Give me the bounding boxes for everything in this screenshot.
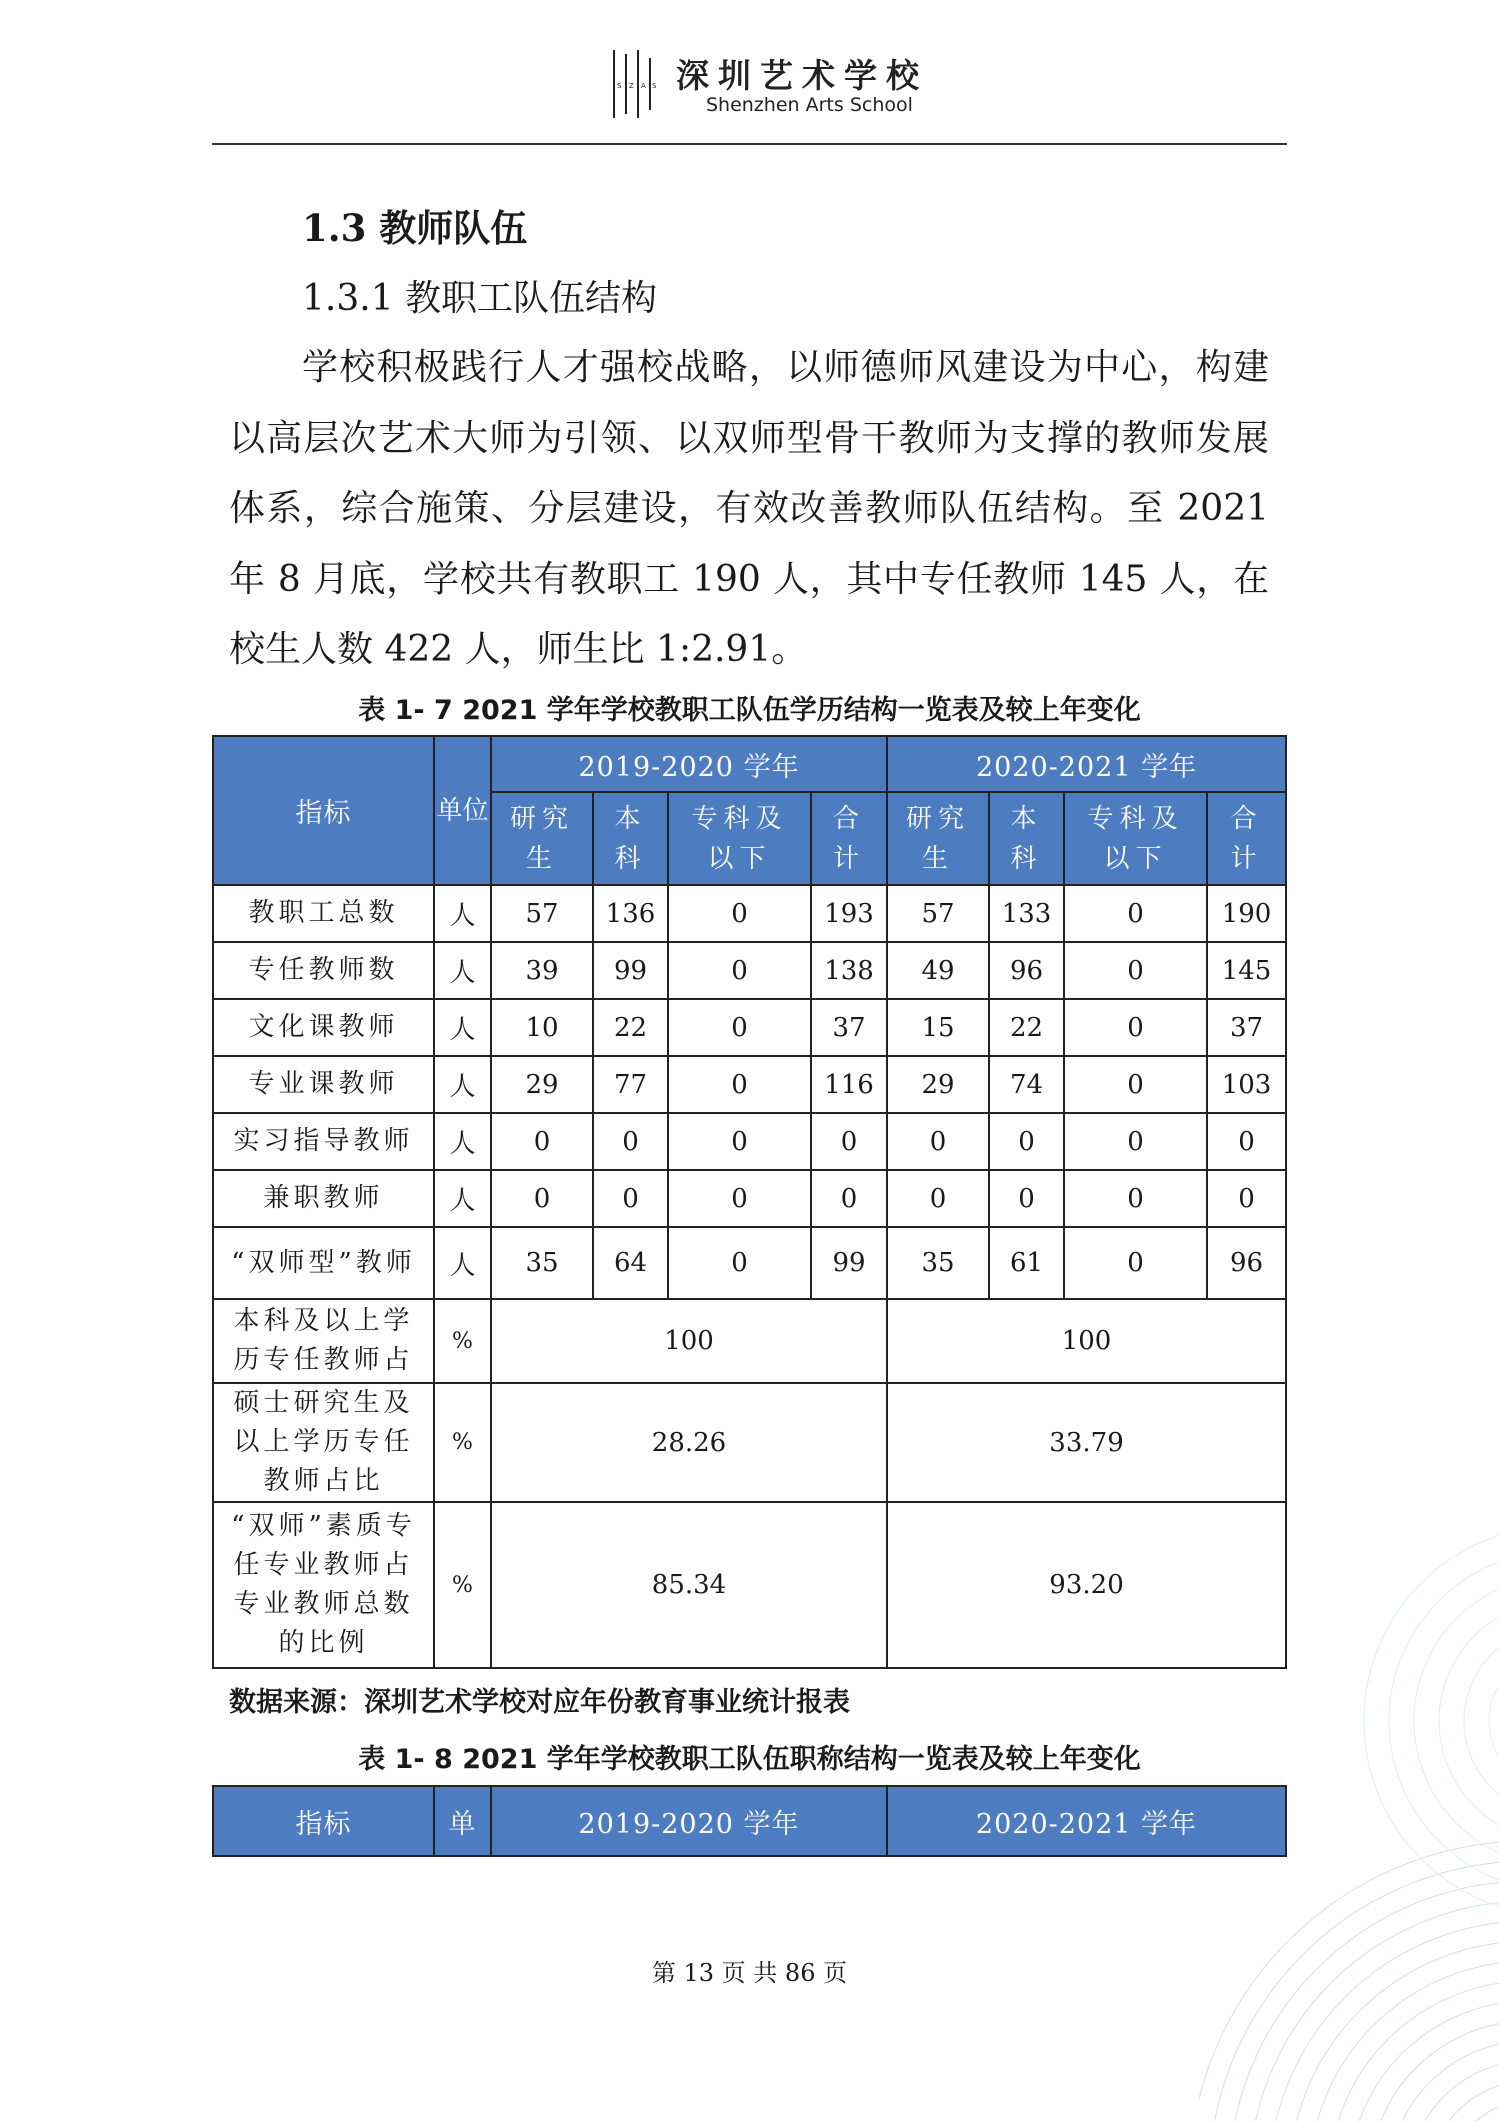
- table-row: [213, 1502, 1286, 1668]
- header-divider: [212, 143, 1287, 145]
- table2-caption: 表 1- 8 2021 学年学校教职工队伍职称结构一览表及较上年变化: [358, 1744, 1141, 1775]
- education-structure-table: [212, 735, 1287, 1669]
- svg-text:Z: Z: [629, 82, 634, 90]
- row-label: 专任教师数: [213, 942, 434, 999]
- row-unit: 人: [434, 1113, 491, 1170]
- row-value: 22: [593, 999, 668, 1056]
- row-value: 0: [1064, 1056, 1207, 1113]
- row-value: 0: [1064, 942, 1207, 999]
- row-label: “双师型”教师: [213, 1227, 434, 1299]
- row-value: 145: [1207, 942, 1286, 999]
- header-indicator: 指标: [213, 736, 434, 885]
- subsection-heading: 1.3.1 教职工队伍结构: [302, 278, 658, 319]
- table-row: [213, 885, 1286, 942]
- row-value: 29: [491, 1056, 593, 1113]
- row-value: 0: [1064, 1227, 1207, 1299]
- row-value: 77: [593, 1056, 668, 1113]
- row-value: 116: [811, 1056, 887, 1113]
- row-value: 0: [668, 999, 811, 1056]
- school-name-cn: 深圳艺术学校: [676, 56, 928, 95]
- table-row: [213, 1299, 1286, 1383]
- row-unit: 人: [434, 1227, 491, 1299]
- row-unit: 人: [434, 942, 491, 999]
- table-row: [213, 942, 1286, 999]
- svg-text:A: A: [641, 82, 646, 90]
- table-row: [213, 1113, 1286, 1170]
- subheader-cell: 研究生: [491, 792, 593, 885]
- svg-text:S: S: [652, 82, 657, 90]
- row-value: 0: [1064, 999, 1207, 1056]
- table-row: [213, 1170, 1286, 1227]
- row-value: 35: [887, 1227, 989, 1299]
- row-value: 0: [593, 1170, 668, 1227]
- row-value: 64: [593, 1227, 668, 1299]
- row-value: 0: [1064, 885, 1207, 942]
- table-row: [213, 1227, 1286, 1299]
- table-row: [213, 1056, 1286, 1113]
- row-value: 0: [1207, 1170, 1286, 1227]
- subheader-cell: 专科及以下: [1064, 792, 1207, 885]
- row-value: 74: [989, 1056, 1064, 1113]
- header-indicator: 指标: [213, 1786, 434, 1856]
- header-unit: 单: [434, 1786, 491, 1856]
- row-value: 0: [887, 1113, 989, 1170]
- row-value: 0: [668, 1170, 811, 1227]
- row-value: 37: [1207, 999, 1286, 1056]
- row-value: 0: [1207, 1113, 1286, 1170]
- subheader-cell: 合计: [811, 792, 887, 885]
- row-unit: %: [434, 1502, 491, 1668]
- row-value: 0: [668, 1056, 811, 1113]
- row-value: 0: [668, 885, 811, 942]
- row-value: 193: [811, 885, 887, 942]
- row-value: 96: [989, 942, 1064, 999]
- row-value: 0: [989, 1113, 1064, 1170]
- row-label: “双师”素质专任专业教师占专业教师总数的比例: [213, 1502, 434, 1668]
- school-logo-icon: [610, 48, 658, 120]
- subheader-cell: 专科及以下: [668, 792, 811, 885]
- subheader-cell: 本科: [593, 792, 668, 885]
- header-year-a: 2019-2020 学年: [491, 1786, 887, 1856]
- table1-caption: 表 1- 7 2021 学年学校教职工队伍学历结构一览表及较上年变化: [358, 695, 1141, 726]
- subheader-cell: 合计: [1207, 792, 1286, 885]
- header-year-b: 2020-2021 学年: [887, 1786, 1286, 1856]
- row-value-a: 85.34: [491, 1502, 887, 1668]
- row-value: 22: [989, 999, 1064, 1056]
- row-value: 99: [593, 942, 668, 999]
- section-heading: 1.3 教师队伍: [302, 206, 528, 250]
- row-value: 0: [668, 1227, 811, 1299]
- row-value: 57: [491, 885, 593, 942]
- row-value: 190: [1207, 885, 1286, 942]
- row-value: 103: [1207, 1056, 1286, 1113]
- row-unit: %: [434, 1383, 491, 1502]
- row-value: 0: [989, 1170, 1064, 1227]
- row-value-a: 100: [491, 1299, 887, 1383]
- body-paragraph: 学校积极践行人才强校战略，以师德师风建设为中心，构建以高层次艺术大师为引领、以双师型骨干教师为支撑的教师发展体系，综合施策、分层建设，有效改善教师队伍结构。至 2021 年 8 月底，学校共有教职工 190 人，其中专任教师 145 人，在校生人数 422 人，师生比 1:2.91。: [229, 347, 1269, 670]
- row-value: 29: [887, 1056, 989, 1113]
- row-label: 本科及以上学历专任教师占: [213, 1299, 434, 1383]
- row-unit: %: [434, 1299, 491, 1383]
- row-label: 实习指导教师: [213, 1113, 434, 1170]
- row-value: 61: [989, 1227, 1064, 1299]
- row-value: 0: [811, 1113, 887, 1170]
- row-value: 0: [491, 1113, 593, 1170]
- row-value-b: 33.79: [887, 1383, 1286, 1502]
- row-label: 兼职教师: [213, 1170, 434, 1227]
- row-value: 99: [811, 1227, 887, 1299]
- page-header: [0, 40, 1499, 130]
- row-value-b: 93.20: [887, 1502, 1286, 1668]
- row-label: 文化课教师: [213, 999, 434, 1056]
- row-unit: 人: [434, 885, 491, 942]
- row-value: 133: [989, 885, 1064, 942]
- row-value: 15: [887, 999, 989, 1056]
- header-year-a: 2019-2020 学年: [491, 736, 887, 792]
- row-value-b: 100: [887, 1299, 1286, 1383]
- table-row: [213, 1383, 1286, 1502]
- subheader-cell: 研究生: [887, 792, 989, 885]
- data-source-note: 数据来源：深圳艺术学校对应年份教育事业统计报表: [229, 1687, 850, 1718]
- row-value: 10: [491, 999, 593, 1056]
- row-label: 硕士研究生及以上学历专任教师占比: [213, 1383, 434, 1502]
- row-value: 0: [811, 1170, 887, 1227]
- row-unit: 人: [434, 1056, 491, 1113]
- header-unit: 单位: [434, 736, 491, 885]
- row-value: 0: [668, 1113, 811, 1170]
- row-value: 138: [811, 942, 887, 999]
- table-row: [213, 999, 1286, 1056]
- row-label: 教职工总数: [213, 885, 434, 942]
- row-value: 35: [491, 1227, 593, 1299]
- school-name-en: Shenzhen Arts School: [706, 94, 913, 116]
- row-value: 0: [668, 942, 811, 999]
- row-value: 0: [593, 1113, 668, 1170]
- row-value: 57: [887, 885, 989, 942]
- row-label: 专业课教师: [213, 1056, 434, 1113]
- page-number: 第 13 页 共 86 页: [651, 1959, 848, 1987]
- row-value: 96: [1207, 1227, 1286, 1299]
- row-value: 136: [593, 885, 668, 942]
- row-value: 0: [491, 1170, 593, 1227]
- row-value: 0: [1064, 1113, 1207, 1170]
- row-unit: 人: [434, 1170, 491, 1227]
- row-value: 0: [887, 1170, 989, 1227]
- subheader-cell: 本科: [989, 792, 1064, 885]
- row-value: 37: [811, 999, 887, 1056]
- row-unit: 人: [434, 999, 491, 1056]
- svg-text:S: S: [617, 82, 622, 90]
- header-year-b: 2020-2021 学年: [887, 736, 1286, 792]
- table1-body: [213, 885, 1286, 1299]
- row-value: 0: [1064, 1170, 1207, 1227]
- row-value: 39: [491, 942, 593, 999]
- row-value: 49: [887, 942, 989, 999]
- title-structure-table: [212, 1785, 1287, 1857]
- row-value-a: 28.26: [491, 1383, 887, 1502]
